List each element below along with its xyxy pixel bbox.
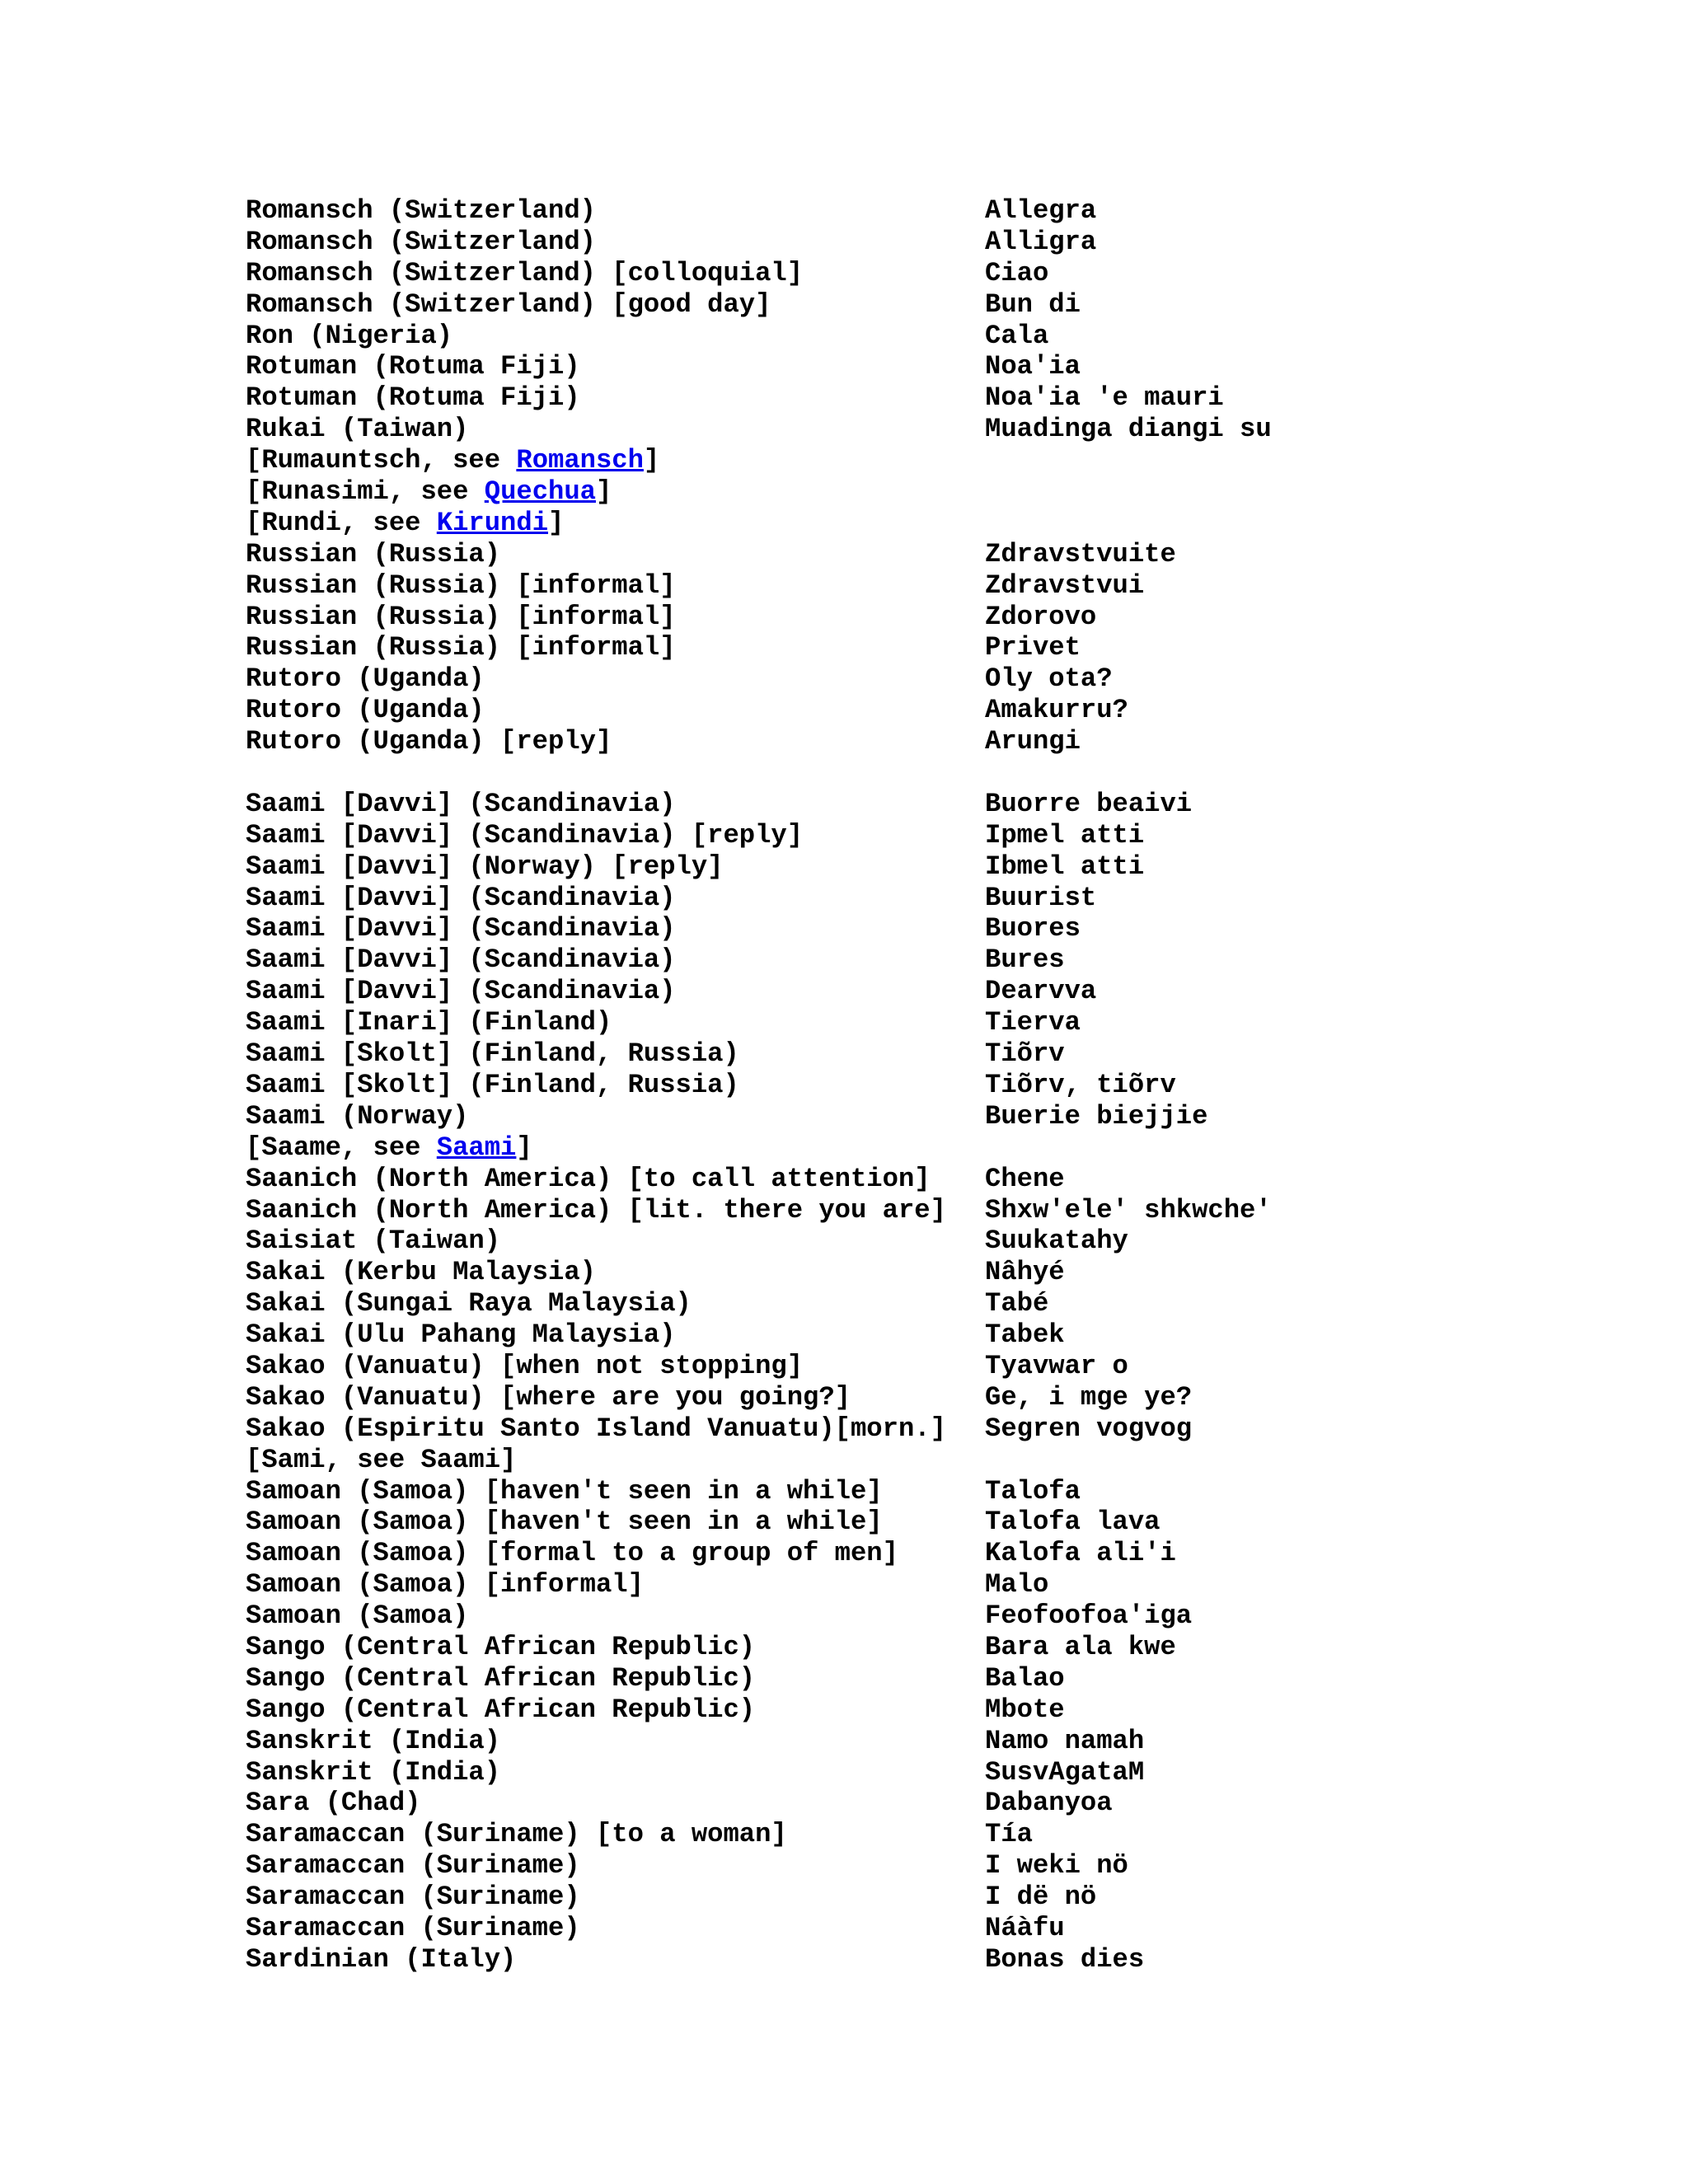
greeting-text: Suukatahy bbox=[985, 1226, 1128, 1257]
greeting-row bbox=[246, 913, 1647, 944]
language-label: Saanich (North America) [lit. there you are] bbox=[246, 1194, 946, 1226]
language-label: Saami [Davvi] (Scandinavia) bbox=[246, 913, 676, 944]
greeting-text: Zdravstvui bbox=[985, 569, 1145, 601]
greeting-row bbox=[246, 539, 1647, 570]
language-label: Samoan (Samoa) [formal to a group of men] bbox=[246, 1538, 898, 1569]
greeting-text: Tiõrv, tiõrv bbox=[985, 1069, 1176, 1100]
language-label: Russian (Russia) [informal] bbox=[246, 601, 676, 632]
greeting-text: Kalofa ali'i bbox=[985, 1538, 1176, 1569]
language-label: Saami [Inari] (Finland) bbox=[246, 1007, 612, 1038]
language-label: Sara (Chad) bbox=[246, 1788, 421, 1819]
greeting-row bbox=[246, 1726, 1647, 1757]
greeting-text: Bures bbox=[985, 944, 1065, 976]
see-also-suffix: ] bbox=[595, 476, 612, 508]
greeting-text: Buerie biejjie bbox=[985, 1100, 1208, 1132]
greeting-text: Chene bbox=[985, 1163, 1065, 1194]
language-label: Saami [Davvi] (Scandinavia) bbox=[246, 788, 676, 819]
greeting-text: Cala bbox=[985, 320, 1049, 351]
greeting-row bbox=[246, 382, 1647, 414]
greeting-text: Tyavwar o bbox=[985, 1350, 1128, 1381]
greeting-row bbox=[246, 195, 1647, 227]
language-label: Russian (Russia) [informal] bbox=[246, 632, 676, 663]
language-label: Samoan (Samoa) [informal] bbox=[246, 1569, 644, 1601]
greeting-text: Bun di bbox=[985, 288, 1081, 320]
greeting-row bbox=[246, 570, 1647, 602]
greeting-row bbox=[246, 1257, 1647, 1288]
greeting-text: Shxw'ele' shkwche' bbox=[985, 1194, 1272, 1226]
greeting-row bbox=[246, 1382, 1647, 1413]
greeting-row bbox=[246, 414, 1647, 445]
greeting-text: Tiõrv bbox=[985, 1038, 1065, 1070]
language-label: Saami [Davvi] (Norway) [reply] bbox=[246, 851, 724, 882]
language-label: Saanich (North America) [to call attention] bbox=[246, 1163, 931, 1194]
greeting-text: Feofoofoa'iga bbox=[985, 1601, 1193, 1632]
language-label: Saami [Skolt] (Finland, Russia) bbox=[246, 1038, 739, 1070]
language-label: Sakao (Vanuatu) [when not stopping] bbox=[246, 1350, 804, 1381]
language-label: Romansch (Switzerland) bbox=[246, 226, 596, 257]
greeting-text: Náàfu bbox=[985, 1912, 1065, 1943]
greeting-text: Privet bbox=[985, 632, 1081, 663]
see-also-prefix: [Rumauntsch, see bbox=[246, 445, 517, 476]
greeting-text: SusvAgataM bbox=[985, 1756, 1145, 1788]
greeting-text: Amakurru? bbox=[985, 695, 1128, 726]
greeting-row bbox=[246, 663, 1647, 695]
greeting-text: Dabanyoa bbox=[985, 1788, 1113, 1819]
greeting-row bbox=[246, 1569, 1647, 1601]
language-label: Rotuman (Rotuma Fiji) bbox=[246, 382, 580, 414]
see-also-row bbox=[246, 476, 1647, 508]
greeting-text: Ipmel atti bbox=[985, 819, 1145, 851]
language-label: Saami [Davvi] (Scandinavia) bbox=[246, 976, 676, 1007]
greeting-row bbox=[246, 1007, 1647, 1038]
greeting-text: Mbote bbox=[985, 1694, 1065, 1725]
greeting-row bbox=[246, 1632, 1647, 1663]
greeting-row bbox=[246, 632, 1647, 663]
greeting-row bbox=[246, 1944, 1647, 1975]
greeting-row bbox=[246, 1101, 1647, 1132]
see-also-text bbox=[246, 1132, 532, 1164]
greeting-row bbox=[246, 1195, 1647, 1226]
see-also-row bbox=[246, 508, 1647, 539]
greeting-row bbox=[246, 1819, 1647, 1850]
see-also-prefix: [Runasimi, see bbox=[246, 476, 485, 508]
language-label: Samoan (Samoa) [haven't seen in a while] bbox=[246, 1475, 883, 1507]
see-also-link[interactable]: Romansch bbox=[516, 445, 644, 476]
greeting-row bbox=[246, 1850, 1647, 1882]
greeting-text: I dë nö bbox=[985, 1882, 1097, 1913]
language-label: Russian (Russia) [informal] bbox=[246, 569, 676, 601]
see-also-row bbox=[246, 445, 1647, 476]
language-label: Saramaccan (Suriname) bbox=[246, 1882, 580, 1913]
greeting-row bbox=[246, 258, 1647, 289]
language-label: Rotuman (Rotuma Fiji) bbox=[246, 351, 580, 382]
language-label: Saami [Davvi] (Scandinavia) bbox=[246, 882, 676, 913]
greeting-row bbox=[246, 227, 1647, 258]
greeting-row bbox=[246, 883, 1647, 914]
language-label: Rutoro (Uganda) bbox=[246, 695, 485, 726]
language-label: Sakai (Sungai Raya Malaysia) bbox=[246, 1288, 692, 1319]
greeting-row bbox=[246, 1476, 1647, 1507]
greeting-text: Talofa bbox=[985, 1475, 1081, 1507]
greeting-text: Arungi bbox=[985, 726, 1081, 757]
language-label: Rutoro (Uganda) bbox=[246, 663, 485, 695]
language-label: Saami [Davvi] (Scandinavia) bbox=[246, 944, 676, 976]
greeting-row bbox=[246, 351, 1647, 382]
greeting-row bbox=[246, 1788, 1647, 1819]
greeting-row bbox=[246, 1288, 1647, 1319]
greetings-list bbox=[246, 195, 1647, 1975]
language-label: Saami (Norway) bbox=[246, 1100, 469, 1132]
greeting-row bbox=[246, 851, 1647, 883]
greeting-text: Malo bbox=[985, 1569, 1049, 1601]
see-also-text bbox=[246, 476, 612, 508]
greeting-text: Tabé bbox=[985, 1288, 1049, 1319]
language-label: Saramaccan (Suriname) bbox=[246, 1850, 580, 1882]
language-label: Ron (Nigeria) bbox=[246, 320, 453, 351]
greeting-row bbox=[246, 695, 1647, 726]
greeting-row bbox=[246, 726, 1647, 757]
greeting-text: Segren vogvog bbox=[985, 1413, 1193, 1444]
see-also-row bbox=[246, 1132, 1647, 1164]
see-also-text bbox=[246, 508, 564, 539]
language-label: Saramaccan (Suriname) bbox=[246, 1912, 580, 1943]
greeting-text: Ibmel atti bbox=[985, 851, 1145, 882]
see-also-prefix: [Saame, see bbox=[246, 1132, 437, 1163]
greeting-row bbox=[246, 1507, 1647, 1538]
language-label: Sakao (Espiritu Santo Island Vanuatu)[morn.] bbox=[246, 1413, 946, 1444]
language-label: Saisiat (Taiwan) bbox=[246, 1226, 501, 1257]
greeting-text: Buurist bbox=[985, 882, 1097, 913]
greeting-text: Buorre beaivi bbox=[985, 788, 1193, 819]
see-also-link[interactable]: Kirundi bbox=[436, 507, 549, 538]
language-label: Sanskrit (India) bbox=[246, 1725, 501, 1756]
see-also-prefix: [Sami, see Saami] bbox=[246, 1444, 517, 1475]
greeting-text: Zdravstvuite bbox=[985, 538, 1176, 569]
greeting-text: Allegra bbox=[985, 195, 1097, 226]
language-label: Saami [Davvi] (Scandinavia) [reply] bbox=[246, 819, 804, 851]
see-also-prefix: [Rundi, see bbox=[246, 507, 437, 538]
greeting-row bbox=[246, 976, 1647, 1007]
greeting-text: Tía bbox=[985, 1819, 1033, 1850]
language-label: Saami [Skolt] (Finland, Russia) bbox=[246, 1069, 739, 1100]
greeting-row bbox=[246, 1538, 1647, 1569]
greeting-text: Buores bbox=[985, 913, 1081, 944]
greeting-text: I weki nö bbox=[985, 1850, 1128, 1882]
see-also-row bbox=[246, 1445, 1647, 1476]
greeting-row bbox=[246, 1663, 1647, 1694]
greeting-text: Namo namah bbox=[985, 1725, 1145, 1756]
greeting-row bbox=[246, 1913, 1647, 1944]
language-label: Sango (Central African Republic) bbox=[246, 1662, 756, 1694]
greeting-row bbox=[246, 1351, 1647, 1382]
see-also-link[interactable]: Quechua bbox=[484, 476, 596, 508]
greeting-row bbox=[246, 1164, 1647, 1195]
language-label: Samoan (Samoa) bbox=[246, 1601, 469, 1632]
greeting-text: Tierva bbox=[985, 1007, 1081, 1038]
language-label: Sakai (Ulu Pahang Malaysia) bbox=[246, 1319, 676, 1351]
language-label: Romansch (Switzerland) [colloquial] bbox=[246, 257, 804, 288]
greeting-row bbox=[246, 321, 1647, 352]
greeting-row bbox=[246, 1038, 1647, 1070]
greeting-text: Dearvva bbox=[985, 976, 1097, 1007]
greeting-text: Nâhyé bbox=[985, 1257, 1065, 1288]
greeting-text: Bara ala kwe bbox=[985, 1631, 1176, 1662]
language-label: Sango (Central African Republic) bbox=[246, 1694, 756, 1725]
greeting-text: Noa'ia bbox=[985, 351, 1081, 382]
language-label: Rutoro (Uganda) [reply] bbox=[246, 726, 612, 757]
greeting-row bbox=[246, 820, 1647, 851]
greeting-text: Zdorovo bbox=[985, 601, 1097, 632]
see-also-suffix: ] bbox=[548, 507, 565, 538]
language-label: Romansch (Switzerland) bbox=[246, 195, 596, 226]
greeting-text: Ge, i mge ye? bbox=[985, 1381, 1193, 1413]
greeting-text: Tabek bbox=[985, 1319, 1065, 1351]
greeting-row bbox=[246, 789, 1647, 820]
language-label: Sakai (Kerbu Malaysia) bbox=[246, 1257, 596, 1288]
see-also-link[interactable]: Saami bbox=[436, 1132, 517, 1163]
greeting-text: Balao bbox=[985, 1662, 1065, 1694]
see-also-suffix: ] bbox=[516, 1132, 532, 1163]
greeting-row bbox=[246, 1413, 1647, 1445]
greeting-text: Ciao bbox=[985, 257, 1049, 288]
language-label: Sakao (Vanuatu) [where are you going?] bbox=[246, 1381, 851, 1413]
greeting-row bbox=[246, 1757, 1647, 1788]
language-label: Samoan (Samoa) [haven't seen in a while] bbox=[246, 1507, 883, 1538]
greeting-row bbox=[246, 1882, 1647, 1913]
greeting-row bbox=[246, 289, 1647, 321]
greeting-row bbox=[246, 602, 1647, 633]
greeting-row bbox=[246, 1601, 1647, 1632]
greeting-row bbox=[246, 1226, 1647, 1257]
greeting-text: Talofa lava bbox=[985, 1507, 1160, 1538]
greeting-row bbox=[246, 1694, 1647, 1726]
greeting-text: Noa'ia 'e mauri bbox=[985, 382, 1224, 414]
language-label: Sango (Central African Republic) bbox=[246, 1631, 756, 1662]
greeting-text: Muadinga diangi su bbox=[985, 414, 1272, 445]
language-label: Rukai (Taiwan) bbox=[246, 414, 469, 445]
greeting-text: Alligra bbox=[985, 226, 1097, 257]
see-also-text bbox=[246, 1445, 516, 1476]
greeting-row bbox=[246, 944, 1647, 976]
see-also-suffix: ] bbox=[643, 445, 660, 476]
blank-row bbox=[246, 757, 1647, 789]
language-label: Russian (Russia) bbox=[246, 538, 501, 569]
greeting-row bbox=[246, 1070, 1647, 1101]
greeting-row bbox=[246, 1319, 1647, 1351]
language-label: Sardinian (Italy) bbox=[246, 1943, 517, 1975]
greeting-text: Bonas dies bbox=[985, 1943, 1145, 1975]
see-also-text bbox=[246, 445, 659, 476]
language-label: Sanskrit (India) bbox=[246, 1756, 501, 1788]
language-label: Saramaccan (Suriname) [to a woman] bbox=[246, 1819, 787, 1850]
greeting-text: Oly ota? bbox=[985, 663, 1113, 695]
language-label: Romansch (Switzerland) [good day] bbox=[246, 288, 771, 320]
